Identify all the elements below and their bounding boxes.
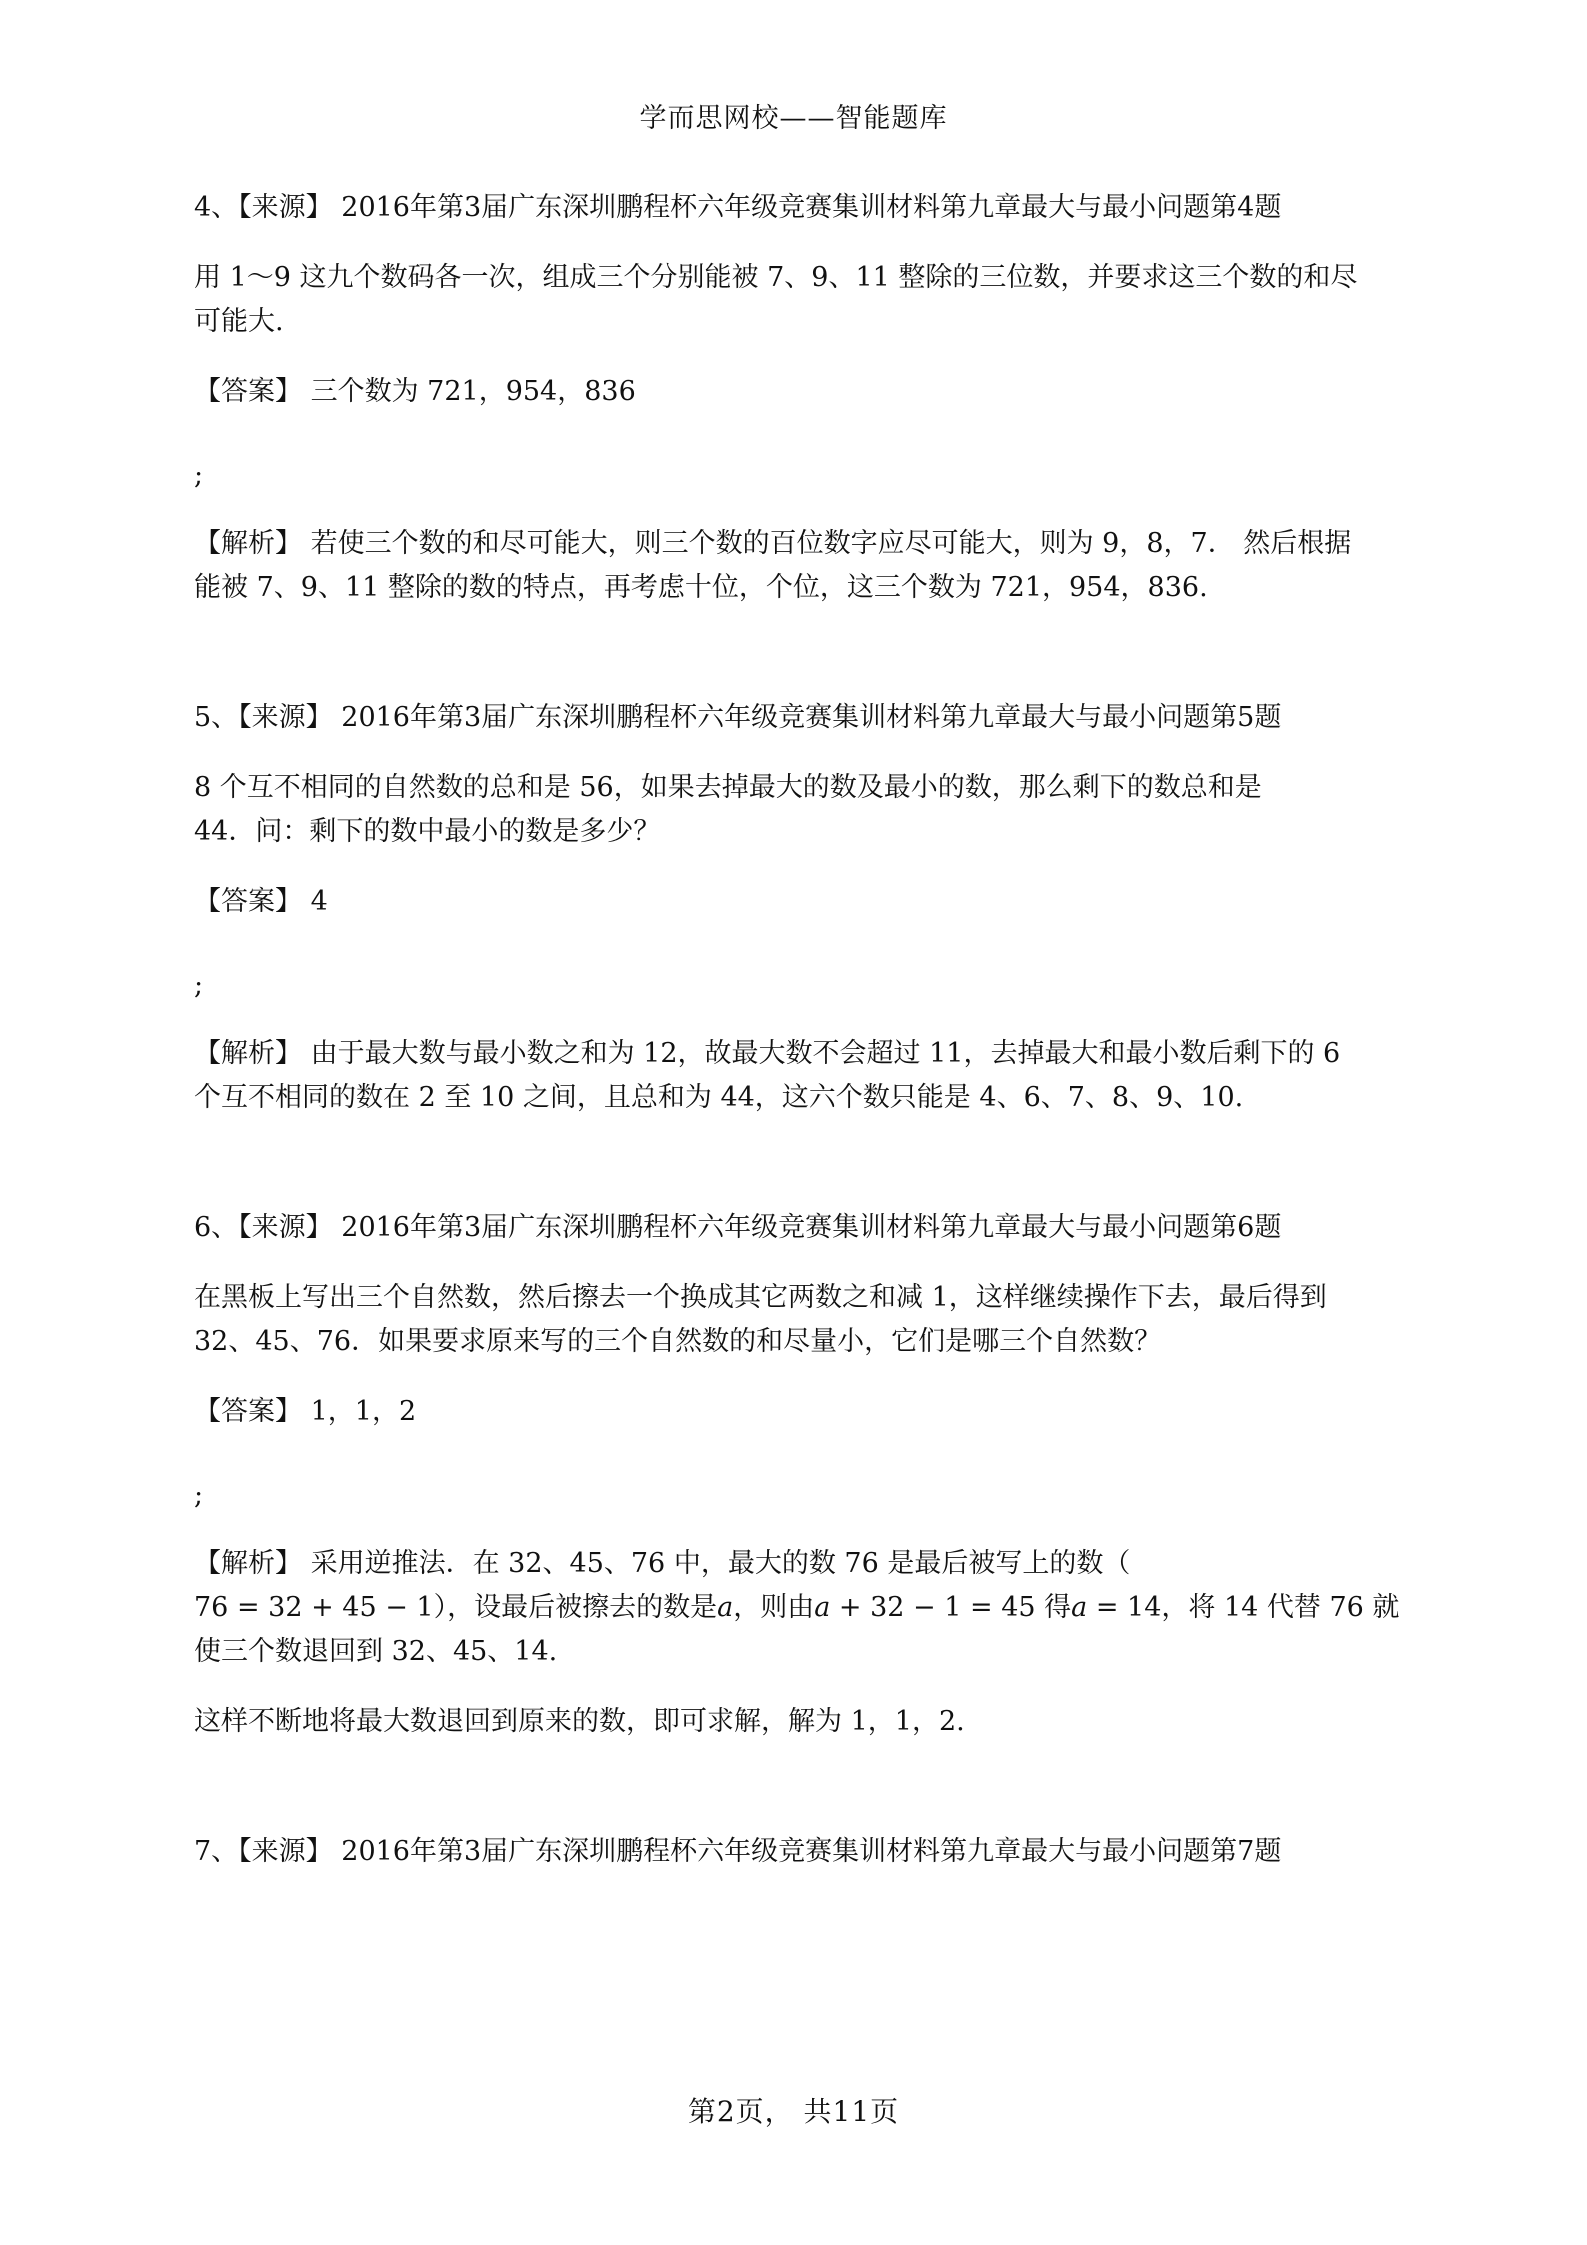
- question-analysis-extra: [194, 1700, 1404, 1744]
- question-6: [194, 1206, 1404, 1744]
- analysis-line: 【解析】 若使三个数的和尽可能大，则三个数的百位数字应尽可能大，则为 9，8，7． 然后根据: [194, 528, 1352, 559]
- question-answer: 【答案】 三个数为 721，954，836: [194, 376, 636, 407]
- question-5: [194, 696, 1404, 1120]
- question-body-line: 8 个互不相同的自然数的总和是 56，如果去掉最大的数及最小的数，那么剩下的数总和是: [194, 772, 1262, 803]
- separator-semicolon: ;: [194, 970, 204, 1001]
- analysis-extra-line: 这样不断地将最大数退回到原来的数，即可求解，解为 1，1，2.: [194, 1706, 965, 1737]
- separator-semicolon: ;: [194, 460, 204, 491]
- question-analysis: [194, 522, 1404, 610]
- question-body-line: 32、45、76．如果要求原来写的三个自然数的和尽量小，它们是哪三个自然数？: [194, 1326, 1162, 1357]
- page-header: 学而思网校——智能题库: [639, 103, 948, 134]
- analysis-line: 【解析】 采用逆推法．在 32、45、76 中，最大的数 76 是最后被写上的数（: [194, 1548, 1131, 1579]
- page-footer: 第2页， 共11页: [687, 2095, 900, 2128]
- analysis-line: 个互不相同的数在 2 至 10 之间，且总和为 44，这六个数只能是 4、6、7、8、9、10.: [194, 1082, 1244, 1113]
- question-analysis: [194, 1542, 1404, 1674]
- analysis-line: 能被 7、9、11 整除的数的特点，再考虑十位，个位，这三个数为 721，954，836.: [194, 572, 1208, 603]
- question-source: 4、【来源】 2016年第3届广东深圳鹏程杯六年级竞赛集训材料第九章最大与最小问题第4题: [194, 192, 1282, 223]
- analysis-line: 【解析】 由于最大数与最小数之和为 12，故最大数不会超过 11，去掉最大和最小数后剩下的 6: [194, 1038, 1341, 1069]
- question-analysis: [194, 1032, 1404, 1120]
- question-source: 7、【来源】 2016年第3届广东深圳鹏程杯六年级竞赛集训材料第九章最大与最小问题第7题: [194, 1836, 1282, 1867]
- question-body: [194, 256, 1404, 344]
- question-4: [194, 186, 1404, 610]
- separator-semicolon: ;: [194, 1480, 204, 1511]
- question-answer: 【答案】 1，1，2: [194, 1396, 417, 1427]
- analysis-line: 76 = 32 + 45 − 1），设最后被擦去的数是𝑎，则由𝑎 + 32 − 1 = 45 得𝑎 = 14，将 14 代替 76 就: [194, 1592, 1400, 1623]
- question-body: [194, 1276, 1404, 1364]
- question-7: [194, 1830, 1404, 1900]
- question-body: [194, 766, 1404, 854]
- question-list: [194, 186, 1404, 1986]
- question-source: 6、【来源】 2016年第3届广东深圳鹏程杯六年级竞赛集训材料第九章最大与最小问题第6题: [194, 1212, 1282, 1243]
- analysis-line: 使三个数退回到 32、45、14.: [194, 1636, 558, 1667]
- question-body-line: 用 1～9 这九个数码各一次，组成三个分别能被 7、9、11 整除的三位数，并要求这三个数的和尽: [194, 262, 1358, 293]
- question-source: 5、【来源】 2016年第3届广东深圳鹏程杯六年级竞赛集训材料第九章最大与最小问题第5题: [194, 702, 1282, 733]
- question-body-line: 在黑板上写出三个自然数，然后擦去一个换成其它两数之和减 1，这样继续操作下去，最后得到: [194, 1282, 1327, 1313]
- question-answer: 【答案】 4: [194, 886, 328, 917]
- question-body-line: 44．问：剩下的数中最小的数是多少？: [194, 816, 661, 847]
- question-body-line: 可能大.: [194, 306, 284, 337]
